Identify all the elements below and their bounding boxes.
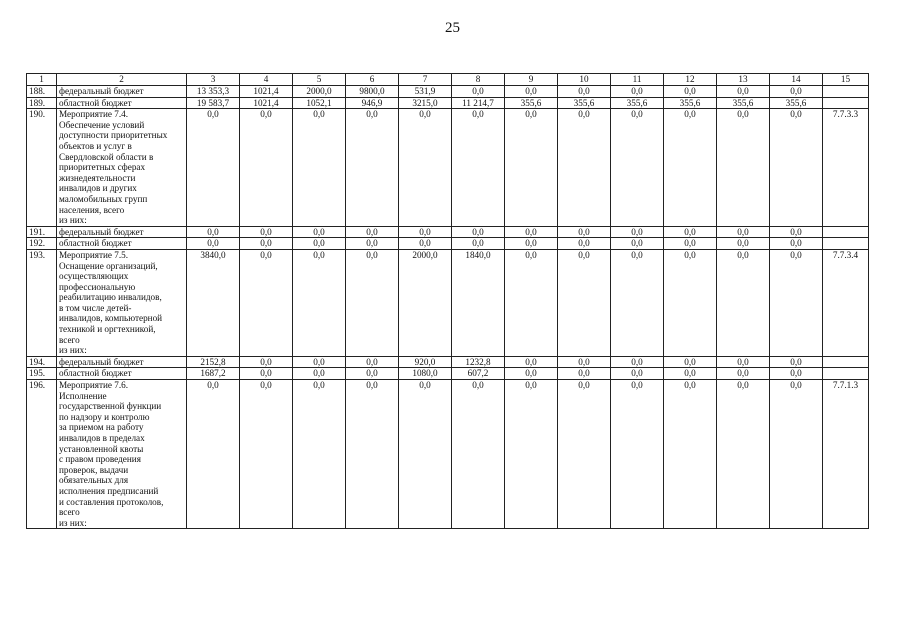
value-cell: 607,2: [452, 368, 505, 380]
value-cell: 19 583,7: [187, 97, 240, 109]
value-cell: 0,0: [293, 238, 346, 250]
value-cell: 0,0: [293, 380, 346, 529]
header-row: [27, 74, 869, 86]
value-cell: 0,0: [452, 226, 505, 238]
value-cell: 0,0: [293, 109, 346, 227]
value-cell: 0,0: [611, 249, 664, 356]
value-cell: 0,0: [717, 368, 770, 380]
column-header: 11: [611, 74, 664, 86]
value-cell: 0,0: [717, 226, 770, 238]
value-cell: 1687,2: [187, 368, 240, 380]
value-cell: 11 214,7: [452, 97, 505, 109]
value-cell: 0,0: [346, 249, 399, 356]
value-cell: 0,0: [505, 86, 558, 98]
target-code: [823, 368, 869, 380]
target-code: 7.7.3.3: [823, 109, 869, 227]
value-cell: 9800,0: [346, 86, 399, 98]
value-cell: 0,0: [558, 226, 611, 238]
row-name: Мероприятие 7.5. Оснащение организаций, осуществляющих профессиональную реабилитацию инвалидов, в том числе детей- инвалидов, компьютерной техникой и оргтехникой, всего из них:: [57, 249, 187, 356]
value-cell: 0,0: [452, 109, 505, 227]
value-cell: 3840,0: [187, 249, 240, 356]
value-cell: 0,0: [664, 226, 717, 238]
value-cell: 1080,0: [399, 368, 452, 380]
target-code: [823, 356, 869, 368]
row-number: 192.: [27, 238, 57, 250]
value-cell: 0,0: [240, 368, 293, 380]
value-cell: 0,0: [293, 249, 346, 356]
value-cell: 0,0: [611, 356, 664, 368]
value-cell: 0,0: [558, 380, 611, 529]
value-cell: 0,0: [187, 226, 240, 238]
row-name: федеральный бюджет: [57, 356, 187, 368]
value-cell: 0,0: [558, 249, 611, 356]
value-cell: 0,0: [505, 380, 558, 529]
value-cell: 0,0: [770, 380, 823, 529]
value-cell: 0,0: [717, 356, 770, 368]
value-cell: 0,0: [770, 356, 823, 368]
row-number: 190.: [27, 109, 57, 227]
value-cell: 355,6: [558, 97, 611, 109]
value-cell: 0,0: [611, 86, 664, 98]
row-name: Мероприятие 7.6. Исполнение государственной функции по надзору и контролю за приемом на работу инвалидов в пределах установленной квоты с правом проведения проверок, выдачи обязательных для исполнения предписаний и составления протоколов, всего из них:: [57, 380, 187, 529]
column-header: 10: [558, 74, 611, 86]
target-code: [823, 97, 869, 109]
table-row: [27, 86, 869, 98]
table-row: [27, 356, 869, 368]
target-code: [823, 238, 869, 250]
value-cell: 0,0: [505, 109, 558, 227]
value-cell: 0,0: [717, 86, 770, 98]
value-cell: 0,0: [240, 356, 293, 368]
value-cell: 1232,8: [452, 356, 505, 368]
value-cell: 0,0: [240, 226, 293, 238]
value-cell: 355,6: [770, 97, 823, 109]
value-cell: 0,0: [770, 238, 823, 250]
value-cell: 0,0: [611, 238, 664, 250]
value-cell: 0,0: [558, 368, 611, 380]
column-header: 2: [57, 74, 187, 86]
row-number: 195.: [27, 368, 57, 380]
row-name: федеральный бюджет: [57, 226, 187, 238]
row-number: 191.: [27, 226, 57, 238]
row-number: 196.: [27, 380, 57, 529]
table-row: [27, 238, 869, 250]
value-cell: 0,0: [399, 226, 452, 238]
value-cell: 0,0: [664, 86, 717, 98]
value-cell: 0,0: [240, 380, 293, 529]
value-cell: 0,0: [717, 109, 770, 227]
value-cell: 0,0: [399, 109, 452, 227]
table-row: [27, 109, 869, 227]
column-header: 13: [717, 74, 770, 86]
value-cell: 0,0: [452, 238, 505, 250]
value-cell: 0,0: [505, 356, 558, 368]
value-cell: 0,0: [505, 368, 558, 380]
value-cell: 0,0: [664, 249, 717, 356]
value-cell: 2152,8: [187, 356, 240, 368]
row-number: 194.: [27, 356, 57, 368]
value-cell: 0,0: [293, 356, 346, 368]
value-cell: 2000,0: [399, 249, 452, 356]
value-cell: 0,0: [664, 238, 717, 250]
value-cell: 1021,4: [240, 86, 293, 98]
value-cell: 0,0: [558, 356, 611, 368]
value-cell: 0,0: [346, 238, 399, 250]
value-cell: 0,0: [770, 86, 823, 98]
row-number: 189.: [27, 97, 57, 109]
target-code: 7.7.1.3: [823, 380, 869, 529]
value-cell: 13 353,3: [187, 86, 240, 98]
value-cell: 355,6: [664, 97, 717, 109]
column-header: 5: [293, 74, 346, 86]
value-cell: 0,0: [240, 109, 293, 227]
column-header: 9: [505, 74, 558, 86]
value-cell: 0,0: [346, 356, 399, 368]
value-cell: 0,0: [611, 380, 664, 529]
value-cell: 0,0: [187, 380, 240, 529]
value-cell: 0,0: [505, 226, 558, 238]
value-cell: 0,0: [399, 380, 452, 529]
value-cell: 0,0: [346, 380, 399, 529]
value-cell: 946,9: [346, 97, 399, 109]
value-cell: 0,0: [346, 226, 399, 238]
row-number: 193.: [27, 249, 57, 356]
value-cell: 0,0: [505, 249, 558, 356]
value-cell: 0,0: [399, 238, 452, 250]
value-cell: 0,0: [664, 368, 717, 380]
value-cell: 355,6: [717, 97, 770, 109]
table-row: [27, 226, 869, 238]
value-cell: 0,0: [611, 226, 664, 238]
value-cell: 1840,0: [452, 249, 505, 356]
column-header: 3: [187, 74, 240, 86]
value-cell: 0,0: [293, 226, 346, 238]
table-body: [27, 86, 869, 529]
value-cell: 3215,0: [399, 97, 452, 109]
column-header: 6: [346, 74, 399, 86]
row-name: областной бюджет: [57, 238, 187, 250]
row-number: 188.: [27, 86, 57, 98]
value-cell: 0,0: [770, 249, 823, 356]
row-name: областной бюджет: [57, 97, 187, 109]
value-cell: 0,0: [187, 109, 240, 227]
row-name: областной бюджет: [57, 368, 187, 380]
value-cell: 0,0: [717, 249, 770, 356]
value-cell: 0,0: [611, 109, 664, 227]
target-code: [823, 86, 869, 98]
column-header: 1: [27, 74, 57, 86]
column-header: 8: [452, 74, 505, 86]
row-name: Мероприятие 7.4. Обеспечение условий доступности приоритетных объектов и услуг в Свердловской области в приоритетных сферах жизнедеятельности инвалидов и других маломобильных групп населения, всего из них:: [57, 109, 187, 227]
value-cell: 0,0: [293, 368, 346, 380]
value-cell: 0,0: [770, 226, 823, 238]
value-cell: 1052,1: [293, 97, 346, 109]
column-header: 14: [770, 74, 823, 86]
column-header: 7: [399, 74, 452, 86]
target-code: 7.7.3.4: [823, 249, 869, 356]
value-cell: 0,0: [346, 368, 399, 380]
column-header: 4: [240, 74, 293, 86]
value-cell: 0,0: [240, 249, 293, 356]
value-cell: 0,0: [558, 86, 611, 98]
target-code: [823, 226, 869, 238]
table-row: [27, 97, 869, 109]
value-cell: 1021,4: [240, 97, 293, 109]
value-cell: 0,0: [770, 368, 823, 380]
value-cell: 0,0: [611, 368, 664, 380]
value-cell: 2000,0: [293, 86, 346, 98]
column-header: 12: [664, 74, 717, 86]
value-cell: 0,0: [187, 238, 240, 250]
value-cell: 355,6: [611, 97, 664, 109]
value-cell: 0,0: [664, 109, 717, 227]
row-name: федеральный бюджет: [57, 86, 187, 98]
value-cell: 531,9: [399, 86, 452, 98]
value-cell: 0,0: [346, 109, 399, 227]
value-cell: 920,0: [399, 356, 452, 368]
value-cell: 0,0: [770, 109, 823, 227]
table-row: [27, 380, 869, 529]
value-cell: 0,0: [558, 109, 611, 227]
value-cell: 0,0: [452, 86, 505, 98]
value-cell: 0,0: [505, 238, 558, 250]
value-cell: 355,6: [505, 97, 558, 109]
value-cell: 0,0: [664, 356, 717, 368]
column-header: 15: [823, 74, 869, 86]
page-number: 25: [445, 20, 460, 36]
value-cell: 0,0: [717, 238, 770, 250]
budget-table: [26, 73, 869, 529]
value-cell: 0,0: [717, 380, 770, 529]
value-cell: 0,0: [240, 238, 293, 250]
table-row: [27, 249, 869, 356]
value-cell: 0,0: [558, 238, 611, 250]
table-row: [27, 368, 869, 380]
value-cell: 0,0: [452, 380, 505, 529]
value-cell: 0,0: [664, 380, 717, 529]
